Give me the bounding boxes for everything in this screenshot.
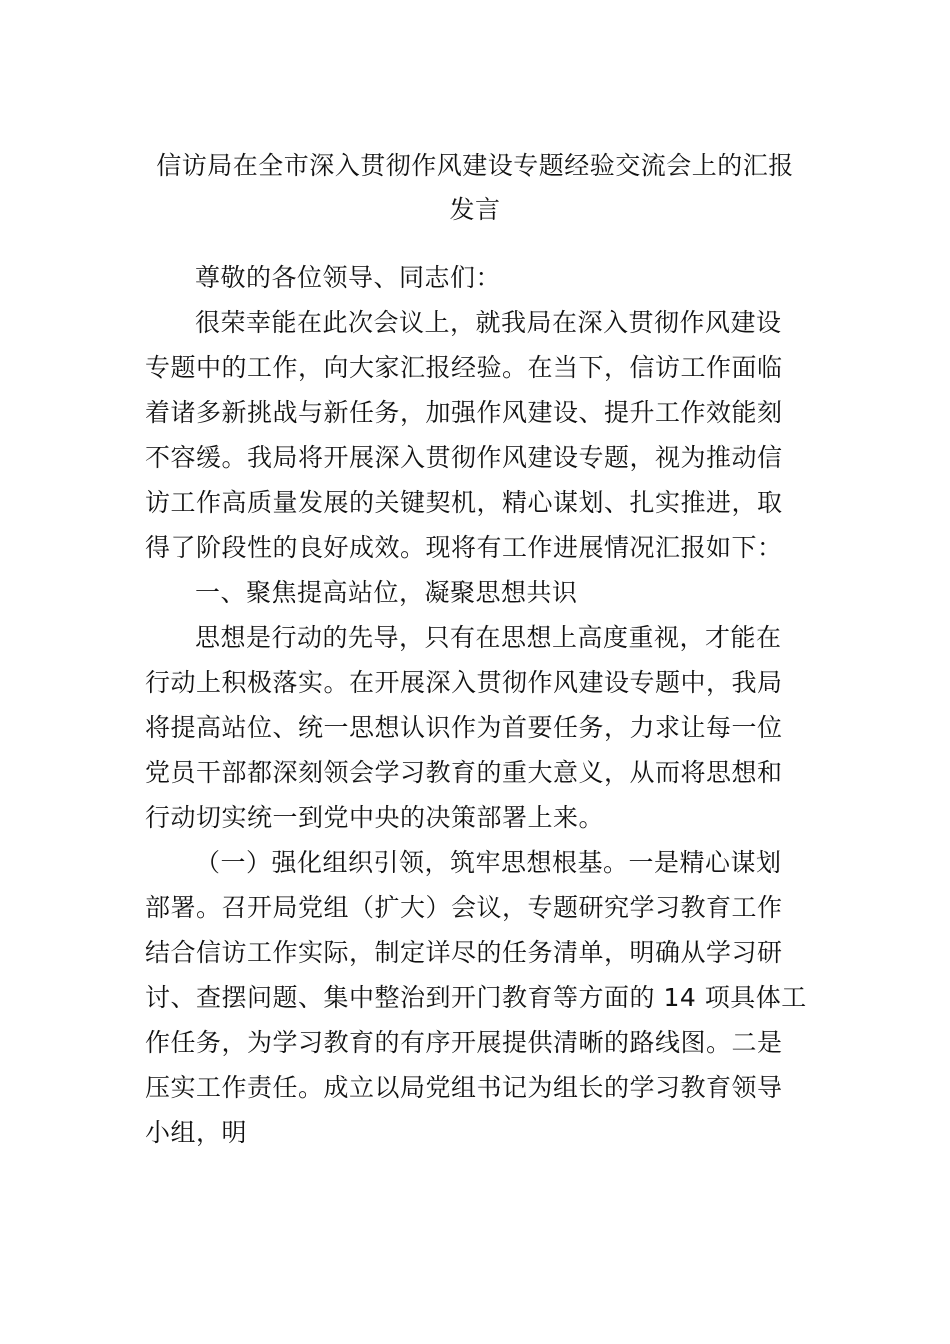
salutation: 尊敬的各位领导、同志们： [195,263,502,292]
paragraph-line: 部署。召开局党组（扩大）会议，专题研究学习教育工作 [145,893,783,922]
paragraph-line: 思想是行动的先导，只有在思想上高度重视，才能在 [195,623,782,652]
paragraph-line: 访工作高质量发展的关键契机，精心谋划、扎实推进，取 [145,488,783,517]
paragraph-line: 得了阶段性的良好成效。现将有工作进展情况汇报如下： [145,533,783,562]
paragraph-line: 专题中的工作，向大家汇报经验。在当下，信访工作面临 [145,353,783,382]
paragraph-line: 着诸多新挑战与新任务，加强作风建设、提升工作效能刻 [145,398,783,427]
paragraph-line: 很荣幸能在此次会议上，就我局在深入贯彻作风建设 [195,308,782,337]
paragraph-line: 行动上积极落实。在开展深入贯彻作风建设专题中，我局 [145,668,783,697]
paragraph-line: 小组，明 [145,1118,248,1147]
paragraph-line: 作任务，为学习教育的有序开展提供清晰的路线图。二是 [145,1028,783,1057]
paragraph-line: （一）强化组织引领，筑牢思想根基。一是精心谋划 [195,848,782,877]
paragraph-line: 党员干部都深刻领会学习教育的重大意义，从而将思想和 [145,758,783,787]
paragraph-line: 不容缓。我局将开展深入贯彻作风建设专题，视为推动信 [145,443,783,472]
document-body [145,255,807,1155]
document-title-line-2: 发言 [449,195,501,224]
document-title-line-1: 信访局在全市深入贯彻作风建设专题经验交流会上的汇报 [156,151,794,180]
paragraph-line: 结合信访工作实际，制定详尽的任务清单，明确从学习研 [145,938,783,967]
paragraph-line: 将提高站位、统一思想认识作为首要任务，力求让每一位 [145,713,783,742]
paragraph-line: 压实工作责任。成立以局党组书记为组长的学习教育领导 [145,1073,783,1102]
paragraph-line: 行动切实统一到党中央的决策部署上来。 [145,803,605,832]
section-heading: 一、聚焦提高站位，凝聚思想共识 [195,578,578,607]
paragraph-line: 讨、查摆问题、集中整治到开门教育等方面的 14 项具体工 [145,983,807,1012]
